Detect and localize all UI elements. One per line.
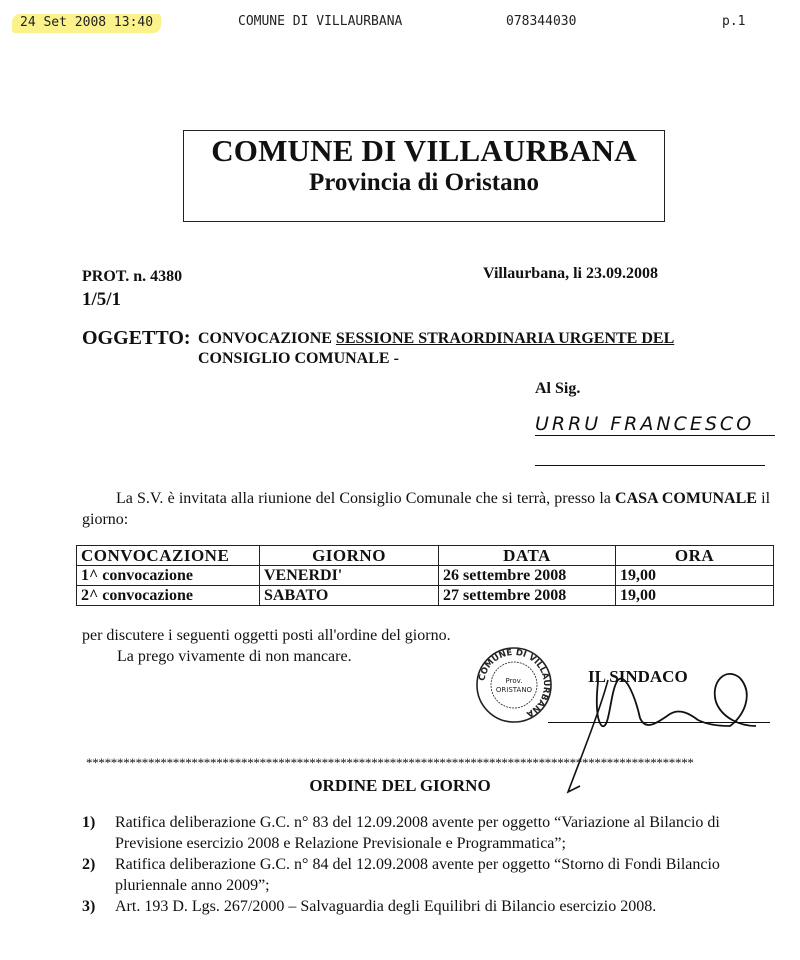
cell-data: 27 settembre 2008 — [439, 586, 616, 606]
cell-ora: 19,00 — [616, 586, 774, 606]
protocol-classification: 1/5/1 — [82, 289, 122, 310]
header-data: DATA — [439, 546, 616, 566]
agenda-item-number: 1) — [82, 814, 96, 831]
schedule-table — [76, 545, 774, 606]
stamp-center-2: ORISTANO — [495, 686, 533, 694]
agenda-item — [82, 812, 770, 854]
letterhead-subtitle: Provincia di Oristano — [308, 169, 540, 196]
closing-text: La prego vivamente di non mancare. — [117, 648, 352, 665]
agenda-item-text: Ratifica deliberazione G.C. n° 83 del 12.09.2008 avente per oggetto “Variazione al Bilancio di Previsione esercizio 2008 e Relazione Previsionale e Programmatica”; — [115, 814, 720, 852]
discuss-text: per discutere i seguenti oggetti posti all'ordine del giorno. — [82, 627, 451, 644]
agenda-item — [82, 854, 770, 896]
intro-bold: CASA COMUNALE — [615, 490, 757, 507]
agenda-item — [82, 896, 770, 917]
letterhead — [183, 130, 665, 222]
fax-number: 078344030 — [506, 14, 577, 29]
agenda-item-number: 2) — [82, 856, 96, 873]
cell-giorno: VENERDI' — [260, 566, 439, 586]
fax-header — [0, 12, 800, 34]
separator-stars: ************************************************************************************************** — [86, 755, 694, 770]
intro-paragraph — [82, 488, 770, 530]
recipient-line-1 — [535, 435, 775, 436]
agenda-title: ORDINE DEL GIORNO — [309, 776, 491, 795]
stamp-center-1: Prov. — [505, 677, 523, 685]
intro-text: La S.V. è invitata alla riunione del Consiglio Comunale che si terrà, presso la — [116, 490, 616, 507]
agenda-item-text: Ratifica deliberazione G.C. n° 84 del 12.09.2008 avente per oggetto “Storno di Fondi Bilancio pluriennale anno 2009”; — [115, 856, 720, 894]
recipient-line-2 — [535, 465, 765, 466]
cell-giorno: SABATO — [260, 586, 439, 606]
subject-underlined: SESSIONE STRAORDINARIA URGENTE DEL — [335, 330, 675, 347]
header-giorno: GIORNO — [260, 546, 439, 566]
intro-text-end: il giorno: — [82, 490, 771, 528]
recipient-salutation: Al Sig. — [535, 380, 581, 397]
agenda-item-text: Art. 193 D. Lgs. 267/2000 – Salvaguardia degli Equilibri di Bilancio esercizio 2008. — [115, 898, 657, 915]
fax-timestamp: 24 Set 2008 13:40 — [12, 14, 161, 33]
subject-plain: CONVOCAZIONE — [198, 330, 336, 347]
table-header-row — [77, 546, 774, 566]
header-convocazione: CONVOCAZIONE — [77, 546, 260, 566]
cell-convocazione: 2^ convocazione — [77, 586, 260, 606]
cell-data: 26 settembre 2008 — [439, 566, 616, 586]
recipient-name: URRU FRANCESCO — [535, 413, 755, 435]
signature-title: IL SINDACO — [588, 667, 688, 686]
subject-line-2: CONSIGLIO COMUNALE - — [198, 350, 399, 367]
agenda-list — [82, 812, 770, 917]
fax-sender: COMUNE DI VILLAURBANA — [238, 14, 403, 29]
cell-ora: 19,00 — [616, 566, 774, 586]
place-date: Villaurbana, li 23.09.2008 — [483, 265, 658, 282]
fax-page: p.1 — [722, 14, 746, 29]
header-ora: ORA — [616, 546, 774, 566]
subject-line-1 — [198, 330, 674, 348]
subject-label: OGGETTO: — [82, 327, 191, 349]
letterhead-title: COMUNE DI VILLAURBANA — [211, 133, 637, 168]
cell-convocazione: 1^ convocazione — [77, 566, 260, 586]
stamp-ring-text: COMUNE DI VILLAURBANA — [477, 647, 552, 719]
protocol-number: PROT. n. 4380 — [82, 268, 183, 285]
table-row — [77, 586, 774, 606]
agenda-item-number: 3) — [82, 898, 96, 915]
table-row — [77, 566, 774, 586]
